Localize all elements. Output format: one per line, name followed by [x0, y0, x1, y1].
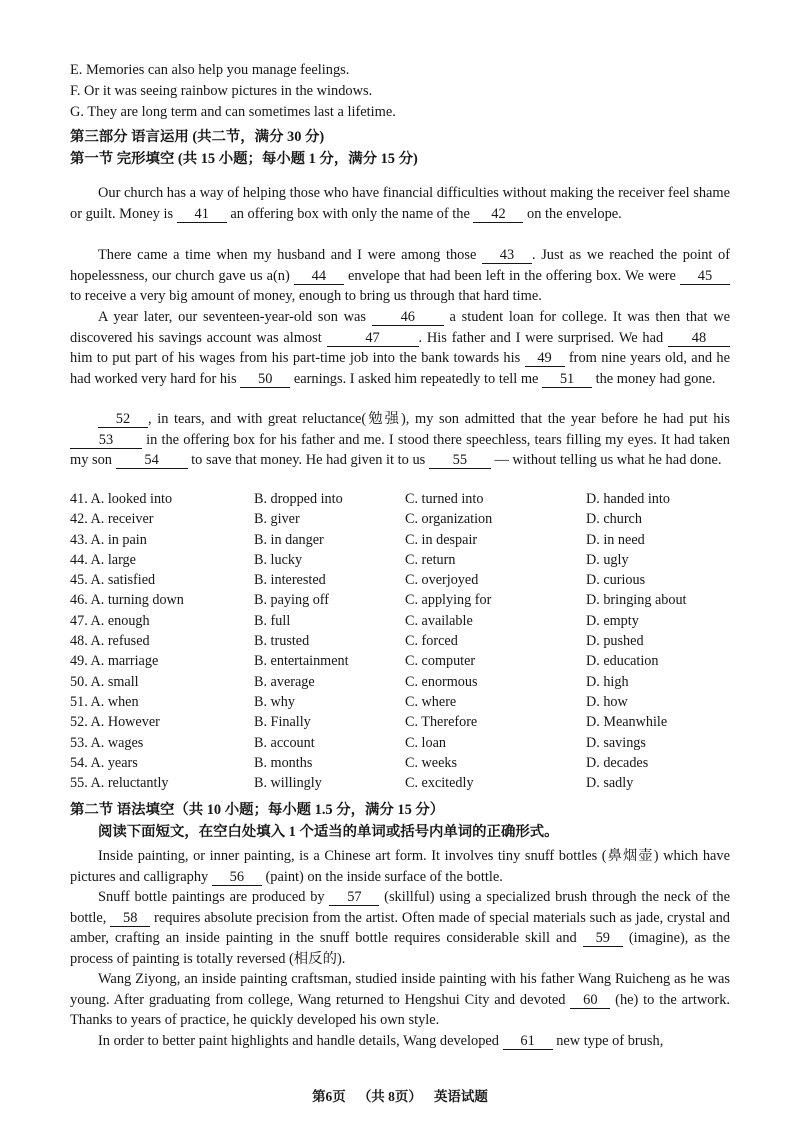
option: C. where — [405, 693, 457, 710]
option: D. education — [586, 653, 659, 670]
blank-44[interactable]: 44 — [294, 268, 344, 285]
option: C. enormous — [405, 673, 478, 690]
option: 42. A. receiver — [70, 511, 154, 528]
option: C. excitedly — [405, 775, 474, 792]
page-number: 第6页 — [312, 1089, 346, 1104]
option: D. Meanwhile — [586, 714, 668, 731]
blank-56[interactable]: 56 — [212, 869, 262, 886]
blank-55[interactable]: 55 — [429, 452, 491, 469]
option: D. curious — [586, 572, 646, 589]
option: D. bringing about — [586, 592, 687, 609]
option: D. savings — [586, 734, 646, 751]
text: . Just as we reached the point of hopelessness, our church gave us a(n) — [70, 247, 731, 284]
text: on the envelope. — [523, 205, 622, 222]
section1-heading: 第一节 完形填空 (共 15 小题；每小题 1 分，满分 15 分) — [70, 151, 418, 167]
text: a student loan for college. It was then that we discovered his savings account was almost — [70, 309, 730, 346]
option: D. empty — [586, 612, 639, 629]
subject-label: 英语试题 — [433, 1089, 488, 1104]
option-g: G. They are long term and can sometimes last a lifetime. — [70, 104, 396, 120]
text: him to put part of his wages from his part-time job into the bank towards his — [70, 350, 525, 367]
blank-43[interactable]: 43 — [482, 247, 532, 264]
text: , in tears, and with great reluctance(勉强), my son admitted that the year before he had put his — [148, 411, 730, 427]
option: D. in need — [586, 531, 645, 548]
text: (paint) on the inside surface of the bottle. — [261, 868, 503, 885]
option: B. months — [254, 754, 313, 771]
option: D. decades — [586, 754, 649, 771]
option: C. applying for — [405, 592, 492, 609]
option: D. how — [586, 693, 628, 710]
option: B. average — [254, 673, 315, 690]
text: In order to better paint highlights and handle details, Wang developed — [98, 1033, 503, 1049]
text: new type of brush, — [552, 1033, 664, 1049]
text — [70, 411, 98, 427]
option: B. why — [254, 693, 295, 710]
option: C. forced — [405, 633, 458, 650]
text: There came a time when my husband and I were among those — [98, 247, 482, 263]
option: B. account — [254, 734, 315, 751]
blank-59[interactable]: 59 — [583, 930, 623, 947]
option: B. entertainment — [254, 653, 349, 670]
blank-41[interactable]: 41 — [177, 206, 227, 223]
cloze-paragraph-1 — [70, 183, 730, 224]
page-total: （共 8页） — [357, 1089, 422, 1104]
option-row — [70, 509, 730, 529]
blank-60[interactable]: 60 — [570, 992, 610, 1009]
option: B. willingly — [254, 775, 322, 792]
text: (skillful) using a specialized brush through the neck of the bottle, — [70, 889, 731, 926]
blank-53[interactable]: 53 — [70, 432, 142, 449]
text: (imagine), as the process of painting is totally reversed (相反的). — [70, 930, 731, 967]
option: C. turned into — [405, 491, 484, 507]
text: the money had gone. — [592, 370, 716, 387]
option: B. paying off — [254, 592, 330, 609]
option: B. giver — [254, 511, 300, 528]
blank-50[interactable]: 50 — [240, 371, 290, 388]
text: from nine years old, and he had worked very hard for his — [70, 350, 731, 387]
blank-47[interactable]: 47 — [327, 330, 419, 347]
option: B. in danger — [254, 531, 324, 548]
page-footer — [0, 1085, 800, 1105]
option: D. handed into — [586, 491, 670, 507]
blank-61[interactable]: 61 — [503, 1033, 553, 1050]
option: C. return — [405, 551, 456, 568]
grammar-paragraph-2 — [70, 887, 730, 969]
option-row — [70, 672, 730, 692]
text: in the offering box for his father and me. I stood there speechless, tears filling my eyes. It had taken my son — [70, 431, 730, 469]
option: B. full — [254, 612, 291, 629]
text: envelope that had been left in the offering box. We were — [343, 267, 680, 284]
option: B. trusted — [254, 633, 310, 650]
option: C. loan — [405, 734, 446, 751]
text: earnings. I asked him repeatedly to tell me — [290, 370, 543, 387]
cloze-paragraph-2 — [70, 245, 730, 307]
grammar-paragraph-1 — [70, 846, 730, 887]
option: D. church — [586, 511, 642, 528]
option-row — [70, 692, 730, 712]
option: C. computer — [405, 653, 476, 670]
grammar-paragraph-4 — [70, 1031, 730, 1052]
option: C. Therefore — [405, 714, 478, 731]
blank-52[interactable]: 52 — [98, 411, 148, 428]
text: to save that money. He had given it to us — [187, 452, 429, 469]
text: — without telling us what he had done. — [490, 452, 722, 469]
text: requires absolute precision from the artist. Often made of special materials such as jade, crystal and amber, crafting an inside painting in the snuff bottle requires considerable skill and — [70, 909, 730, 947]
cloze-options — [70, 489, 730, 793]
blank-48[interactable]: 48 — [668, 330, 730, 347]
text: Snuff bottle paintings are produced by — [98, 889, 330, 905]
option: C. available — [405, 612, 473, 629]
option: 44. A. large — [70, 551, 136, 568]
option-row — [70, 550, 730, 570]
option: 45. A. satisfied — [70, 572, 156, 589]
option: 43. A. in pain — [70, 531, 147, 548]
text: A year later, our seventeen-year-old son was — [98, 309, 372, 325]
grammar-paragraph-3 — [70, 969, 730, 1031]
option: C. overjoyed — [405, 572, 479, 589]
option: B. lucky — [254, 551, 303, 568]
text: an offering box with only the name of the — [226, 205, 474, 222]
option: 53. A. wages — [70, 734, 144, 751]
option: 46. A. turning down — [70, 592, 184, 609]
option-row — [70, 590, 730, 610]
blank-42[interactable]: 42 — [473, 206, 523, 223]
text: to receive a very big amount of money, enough to bring us through that hard time. — [70, 288, 542, 305]
option: C. weeks — [405, 754, 458, 771]
blank-45[interactable]: 45 — [680, 268, 730, 285]
option: C. in despair — [405, 531, 478, 548]
option: 48. A. refused — [70, 633, 150, 650]
option: B. interested — [254, 572, 326, 589]
blank-57[interactable]: 57 — [329, 889, 379, 906]
text: (he) to the artwork. Thanks to years of practice, he quickly developed his own style. — [70, 991, 731, 1029]
option: D. sadly — [586, 775, 634, 792]
cloze-paragraph-4 — [70, 409, 730, 471]
blank-46[interactable]: 46 — [372, 309, 444, 326]
option: D. ugly — [586, 551, 629, 568]
option: C. organization — [405, 511, 493, 528]
option-row — [70, 611, 730, 631]
option: 55. A. reluctantly — [70, 775, 169, 792]
part3-heading: 第三部分 语言运用 (共二节，满分 30 分) — [70, 129, 325, 145]
option-row — [70, 733, 730, 753]
option: B. Finally — [254, 714, 311, 731]
option: 54. A. years — [70, 754, 138, 771]
section2-instruction: 阅读下面短文，在空白处填入 1 个适当的单词或括号内单词的正确形式。 — [98, 824, 559, 840]
option-row — [70, 712, 730, 732]
blank-58[interactable]: 58 — [110, 910, 150, 927]
option: D. high — [586, 673, 629, 690]
option-row — [70, 489, 730, 509]
text: . His father and I were surprised. We had — [418, 329, 668, 346]
option-row — [70, 570, 730, 590]
option: D. pushed — [586, 633, 644, 650]
cloze-paragraph-3 — [70, 307, 730, 389]
blank-54[interactable]: 54 — [116, 452, 188, 469]
option-row — [70, 753, 730, 773]
option-e: E. Memories can also help you manage feelings. — [70, 62, 350, 78]
option: 51. A. when — [70, 693, 139, 710]
option-f: F. Or it was seeing rainbow pictures in the windows. — [70, 83, 373, 99]
option: 52. A. However — [70, 714, 160, 731]
option: 50. A. small — [70, 673, 139, 690]
option-row — [70, 530, 730, 550]
option: 47. A. enough — [70, 612, 150, 629]
text: Wang Ziyong, an inside painting craftsman, studied inside painting with his father Wang Ruicheng as he was young. After graduating from college, Wang returned to Hengshui City and devoted — [70, 971, 730, 1008]
text: Inside painting, or inner painting, is a Chinese art form. It involves tiny snuff bottles (鼻烟壶) which have pictures and calligraphy — [70, 848, 730, 885]
option: 41. A. looked into — [70, 491, 173, 507]
option-row — [70, 773, 730, 793]
text: Our church has a way of helping those who have financial difficulties without making the receiver feel shame or guilt. Money is — [70, 185, 730, 222]
option-row — [70, 631, 730, 651]
option: B. dropped into — [254, 491, 343, 507]
blank-49[interactable]: 49 — [525, 350, 565, 367]
section2-heading: 第二节 语法填空（共 10 小题；每小题 1.5 分，满分 15 分） — [70, 802, 445, 818]
option: 49. A. marriage — [70, 653, 159, 670]
option-row — [70, 651, 730, 671]
blank-51[interactable]: 51 — [542, 371, 592, 388]
